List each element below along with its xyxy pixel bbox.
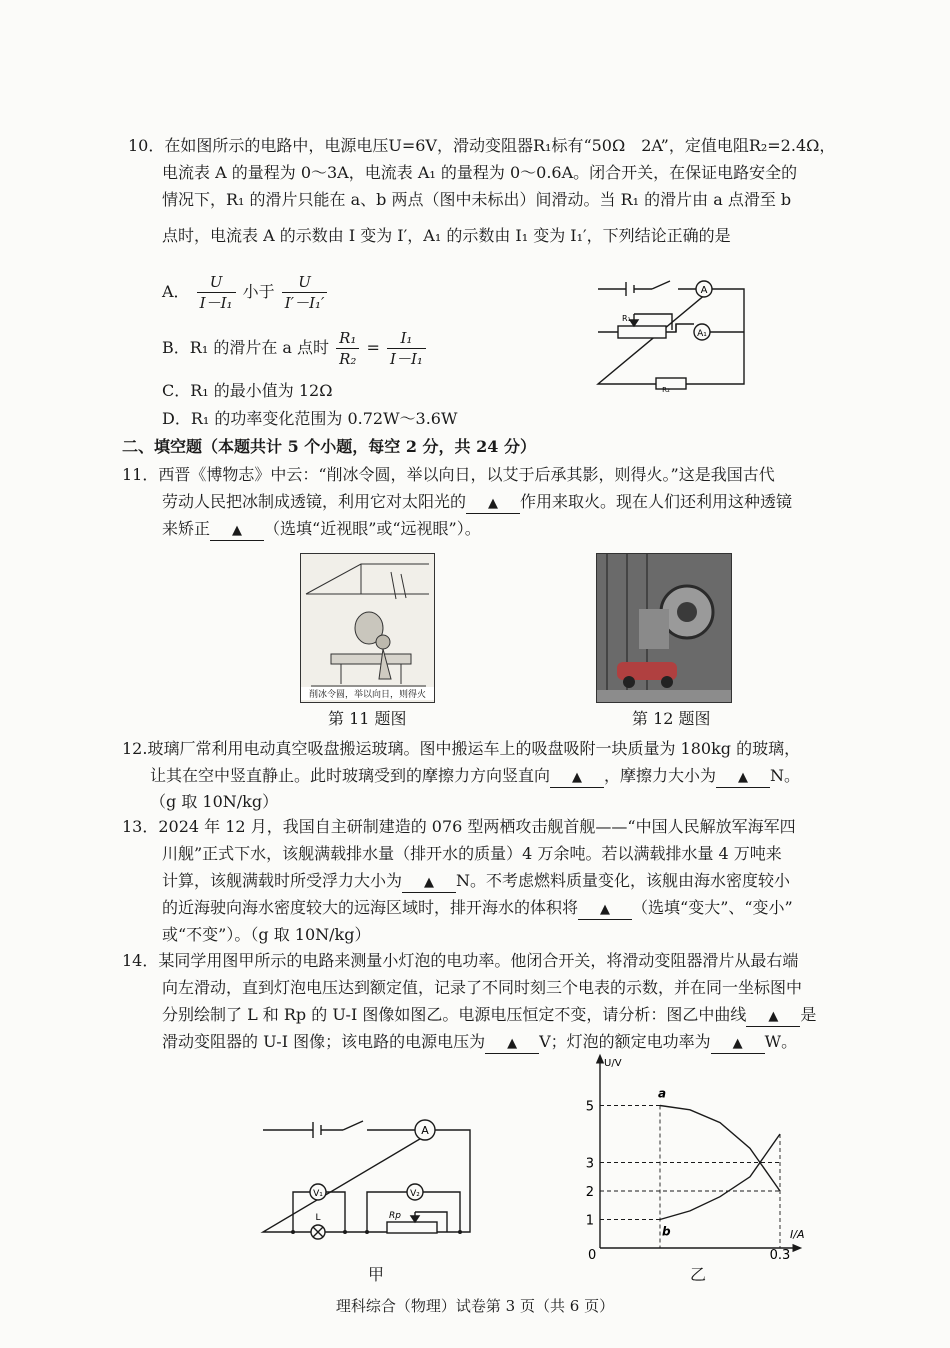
answer-blank[interactable]: ▲ [716,767,770,788]
q13-line3: 计算，该舰满载时所受浮力大小为 ▲ N。不考虑燃料质量变化，该舰由海水密度较小 [162,870,790,893]
q12-line3: （g 取 10N/kg） [150,792,279,811]
answer-blank[interactable]: ▲ [402,872,456,893]
fig14a-circuit-diagram [255,1112,480,1247]
y-tick-label: 2 [585,1185,594,1200]
q10-option-a: A． $\frac{U}{\text{I－I₁}}$ 小于 $\frac{U}{\text{I′－I₁′}}$ [162,272,329,313]
q13-line4: 的近海驶向海水密度较大的远海区域时，排开海水的体积将 ▲ （选填“变大”、“变小” [162,897,793,920]
y-tick-label: 3 [585,1156,594,1172]
q14-line4: 滑动变阻器的 U-I 图像；该电路的电源电压为 ▲ V；灯泡的额定电功率为 ▲ W。 [162,1031,797,1054]
q10-line1: 10．在如图所示的电路中，电源电压U=6V，滑动变阻器R₁标有“50Ω 2A”，定值电阻R₂=2.4Ω， [128,136,836,155]
q14-line3: 分别绘制了 L 和 Rp 的 U-I 图像如图乙。电源电压恒定不变，请分析：图乙中曲线 ▲ 是 [162,1004,816,1027]
ammeter-a-label: A [421,1124,429,1137]
answer-blank[interactable]: ▲ [485,1033,539,1054]
ammeter-a-label: A [700,285,708,296]
fraction: $\frac{U}{\text{I′－I₁′}}$ [282,272,328,313]
q10-line4: 点时，电流表 A 的示数由 I 变为 I′，A₁ 的示数由 I₁ 变为 I₁′，下列结论正确的是 [162,226,731,245]
voltmeter-v2-label: V₂ [410,1189,420,1199]
q10-option-c: C．R₁ 的最小值为 12Ω [162,381,333,400]
q14-line1: 14．某同学用图甲所示的电路来测量小灯泡的电功率。他闭合开关，将滑动变阻器滑片从最右端 [122,951,799,970]
q12-line2: 让其在空中竖直静止。此时玻璃受到的摩擦力方向竖直向 ▲ ，摩擦力大小为 ▲ N。 [150,765,800,788]
curve-a-label: a [658,1086,667,1101]
fig14b-ui-graph [570,1052,810,1264]
fraction: $\frac{U}{\text{I－I₁}}$ [197,272,236,313]
fig11-inscription: 削冰令圆，举以向日，则得火 [301,687,434,700]
rp-label: Rp [389,1211,401,1221]
fraction: $\frac{\text{I₁}}{\text{I－I₁}}$ [387,328,426,369]
q13-line2: 川舰”正式下水，该舰满载排水量（排开水的质量）4 万余吨。若以满载排水量 4 万吨来 [162,844,782,863]
vacuum-lifter-photo-icon [597,554,731,702]
r1-label: R₁ [622,314,631,323]
r2-label: R₂ [662,386,670,394]
y-tick-label: 1 [585,1213,594,1229]
q10-option-d: D．R₁ 的功率变化范围为 0.72W～3.6W [162,409,458,428]
fig12-photo [596,553,732,703]
curve-b [660,1134,780,1220]
fig12-caption: 第 12 题图 [632,709,711,728]
q12-line1: 12.玻璃厂常利用电动真空吸盘搬运玻璃。图中搬运车上的吸盘吸附一块质量为 180kg 的玻璃， [122,739,801,758]
fig11-caption: 第 11 题图 [328,709,407,728]
q14-line2: 向左滑动，直到灯泡电压达到额定值，记录了不同时刻三个电表的示数，并在同一坐标图中 [162,978,803,997]
q11-line1: 11．西晋《博物志》中云：“削冰令圆，举以向日，以艾于后承其影，则得火。”这是我国古代 [122,465,775,484]
q13-line5: 或“不变”）。（g 取 10N/kg） [162,925,371,944]
ancient-illustration-icon [301,554,434,702]
y-axis-label: U/V [604,1058,622,1069]
fig14b-caption: 乙 [690,1265,707,1284]
answer-blank[interactable]: ▲ [550,767,604,788]
fraction: $\frac{\text{R₁}}{\text{R₂}}$ [336,328,359,369]
answer-blank[interactable]: ▲ [466,493,520,514]
fig14a-caption: 甲 [368,1265,385,1284]
curve-a [660,1106,780,1192]
lamp-label: L [315,1213,321,1223]
y-tick-label: 5 [585,1099,594,1115]
section-2-heading: 二、填空题（本题共计 5 个小题，每空 2 分，共 24 分） [122,437,536,456]
voltmeter-v1-label: V₁ [313,1189,323,1199]
page-footer: 理科综合（物理）试卷第 3 页（共 6 页） [335,1297,615,1315]
q11-line2: 劳动人民把冰制成透镜，利用它对太阳光的 ▲ 作用来取火。现在人们还利用这种透镜 [162,491,792,514]
ammeter-a1-label: A₁ [697,329,707,339]
x-tick-label: 0.3 [769,1248,791,1263]
q11-line3: 来矫正 ▲ （选填“近视眼”或“远视眼”）。 [162,518,481,541]
q10-line3: 情况下，R₁ 的滑片只能在 a、b 两点（图中未标出）间滑动。当 R₁ 的滑片由 a 点滑至 b [162,190,792,209]
answer-blank[interactable]: ▲ [746,1006,800,1027]
curve-b-label: b [662,1224,671,1239]
q10-line2: 电流表 A 的量程为 0～3A，电流表 A₁ 的量程为 0～0.6A。闭合开关，在保证电路安全的 [162,163,798,182]
answer-blank[interactable]: ▲ [711,1033,765,1054]
q10-option-b: B．R₁ 的滑片在 a 点时 $\frac{\text{R₁}}{\text{R₂}}$ = $\frac{\text{I₁}}{\text{I－I₁}}$ [162,328,428,369]
answer-blank[interactable]: ▲ [578,899,632,920]
fig11-illustration [300,553,435,703]
x-axis-label: I/A [790,1228,805,1241]
q13-line1: 13．2024 年 12 月，我国自主研制建造的 076 型两栖攻击舰首舰——“中国人民解放军海军四 [122,817,796,836]
x-tick-label: 0 [588,1248,597,1263]
q10-circuit-diagram [590,274,750,394]
answer-blank[interactable]: ▲ [210,520,264,541]
